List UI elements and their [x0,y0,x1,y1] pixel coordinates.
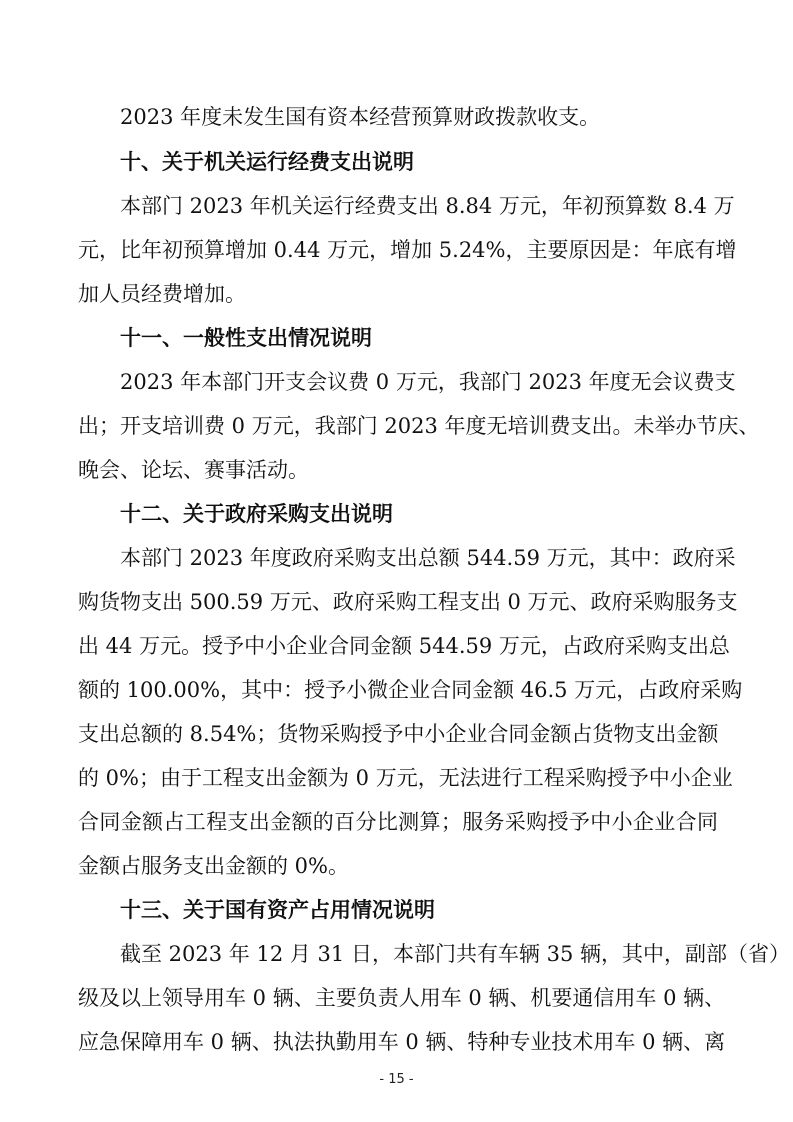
paragraph-line: 应急保障用车 0 辆、执法执勤用车 0 辆、特种专业技术用车 0 辆、离 [78,1030,726,1054]
paragraph-line: 支出总额的 8.54%；货物采购授予中小企业合同金额占货物支出金额 [78,722,719,746]
page-number: - 15 - [379,1072,414,1087]
paragraph-line: 金额占服务支出金额的 0%。 [78,854,349,878]
section-heading-12: 十二、关于政府采购支出说明 [120,502,393,526]
section-heading-10: 十、关于机关运行经费支出说明 [120,150,414,174]
paragraph-line: 购货物支出 500.59 万元、政府采购工程支出 0 万元、政府采购服务支 [78,590,738,614]
paragraph-line: 出 44 万元。授予中小企业合同金额 544.59 万元，占政府采购支出总 [78,634,730,658]
paragraph-line: 本部门 2023 年机关运行经费支出 8.84 万元，年初预算数 8.4 万 [120,194,735,218]
paragraph-line: 合同金额占工程支出金额的百分比测算；服务采购授予中小企业合同 [78,810,718,834]
paragraph-line: 2023 年本部门开支会议费 0 万元，我部门 2023 年度无会议费支 [120,370,736,394]
paragraph-line: 晚会、论坛、赛事活动。 [78,458,309,482]
paragraph-line: 额的 100.00%，其中：授予小微企业合同金额 46.5 万元，占政府采购 [78,678,743,702]
paragraph-line: 元，比年初预算增加 0.44 万元，增加 5.24%，主要原因是：年底有增 [78,238,737,262]
paragraph-line: 出；开支培训费 0 万元，我部门 2023 年度无培训费支出。未举办节庆、 [78,414,760,438]
paragraph-line: 的 0%；由于工程支出金额为 0 万元，无法进行工程采购授予中小企业 [78,766,733,790]
section-heading-13: 十三、关于国有资产占用情况说明 [120,898,435,922]
paragraph-line: 本部门 2023 年度政府采购支出总额 544.59 万元，其中：政府采 [120,546,736,570]
paragraph-line: 级及以上领导用车 0 辆、主要负责人用车 0 辆、机要通信用车 0 辆、 [78,986,726,1010]
paragraph-line: 加人员经费增加。 [78,282,246,306]
paragraph-line: 2023 年度未发生国有资本经营预算财政拨款收支。 [120,105,601,129]
section-heading-11: 十一、一般性支出情况说明 [120,326,372,350]
paragraph-line: 截至 2023 年 12 月 31 日，本部门共有车辆 35 辆，其中，副部（省） [120,942,791,966]
